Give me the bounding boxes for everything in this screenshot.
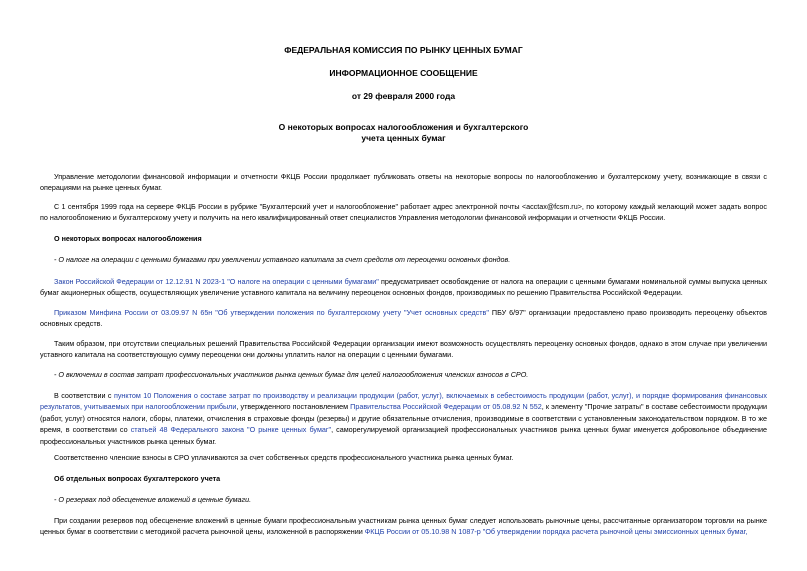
- question-3: - О резервах под обесценение вложений в ценные бумаги.: [54, 495, 252, 504]
- question-1: - О налоге на операции с ценными бумагами при увеличении уставного капитала за счет средств от переоценки основных фондов.: [54, 255, 511, 264]
- paragraph-costs-text-a: В соответствии с: [54, 391, 114, 400]
- question-2: - О включении в состав затрат профессиональных участников рынка ценных бумаг для целей налогообложения членских взносов в СРО.: [54, 370, 529, 379]
- paragraph-law-text: предусматривает освобождение от налога на операции с ценными бумагами номинальной суммы выпуска ценных бумаг акционерных обществ, осуществляющих увеличение уставного капитала на величину переоценок основных фондов, производимых по решению Правительства Российской Федерации.: [40, 277, 767, 298]
- org-heading: ФЕДЕРАЛЬНАЯ КОМИССИЯ ПО РЫНКУ ЦЕННЫХ БУМАГ: [284, 45, 523, 55]
- paragraph-law: [40, 276, 767, 299]
- section-heading-accounting: Об отдельных вопросах бухгалтерского учета: [54, 474, 221, 483]
- regulation-item-10-link[interactable]: пунктом 10 Положения о составе затрат по производству и реализации продукции (работ, услуг), включаемых в себестоимость продукции (работ, услуг), и порядке формирования финансовых результатов, учитываемых при налогообложении прибыли: [40, 391, 767, 412]
- paragraph-conclusion: Таким образом, при отсутствии специальных решений Правительства Российской Федерации организации имеют возможность осуществлять переоценку основных фондов, однако в этом случае при увеличении уставного капитала на соответствующую сумму переоценки они должны уплатить налог на операции с ценными бумагами.: [40, 339, 767, 360]
- paragraph-costs-text-c: , к элементу "Прочие затраты" в составе себестоимости продукции (работ, услуг) относятся налоги, сборы, платежи, отчисления в страховые фонды (резервы) и другие обязательные отчисления, производимые в соответствии с установленным законодательством порядком. В то же время, в соответствии со: [40, 402, 767, 435]
- paragraph-minfin-text: ПБУ 6/97" организации предоставлено право производить переоценку объектов основных средств.: [40, 308, 767, 329]
- doc-date: от 29 февраля 2000 года: [351, 91, 456, 101]
- fcsm-order-1087r-link[interactable]: ФКЦБ России от 05.10.98 N 1087-р "Об утверждении порядка расчета рыночной цены эмиссионных ценных бумаг,: [364, 527, 748, 537]
- paragraph-costs-text-d: , саморегулируемой организацией профессиональных участников рынка ценных бумаг именуется добровольное объединение профессиональных участников рынка ценных бумаг.: [40, 425, 767, 446]
- article-48-link[interactable]: статьей 48 Федерального закона "О рынке ценных бумаг": [130, 425, 332, 435]
- paragraph-costs-text-b: , утвержденного постановлением: [236, 402, 351, 412]
- government-decree-552-link[interactable]: Правительства Российской Федерации от 05.08.92 N 552: [350, 402, 542, 412]
- doc-title-line2: учета ценных бумаг: [361, 133, 446, 143]
- paragraph-intro: Управление методологии финансовой информации и отчетности ФКЦБ России продолжает публиковать ответы на некоторые вопросы по налогообложению и бухгалтерскому учету, возникающие в связи с операциями на рынке ценных бумаг.: [40, 172, 767, 193]
- law-2023-1-link[interactable]: Закон Российской Федерации от 12.12.91 N 2023-1 "О налоге на операции с ценными бумагами": [54, 277, 379, 286]
- paragraph-costs: [40, 390, 767, 447]
- paragraph-minfin-order: [40, 307, 767, 330]
- minfin-order-65n-link[interactable]: Приказом Минфина России от 03.09.97 N 65н "Об утверждении положения по бухгалтерскому учету "Учет основных средств": [54, 308, 489, 317]
- doc-type-heading: ИНФОРМАЦИОННОЕ СООБЩЕНИЕ: [329, 68, 478, 78]
- paragraph-sro-fees: Соответственно членские взносы в СРО уплачиваются за счет собственных средств профессионального участника рынка ценных бумаг.: [54, 453, 514, 462]
- paragraph-reserves: [40, 515, 767, 538]
- section-heading-taxation: О некоторых вопросах налогообложения: [54, 234, 202, 243]
- paragraph-reserves-text: При создании резервов под обесценение вложений в ценные бумаги профессиональным участникам рынка ценных бумаг следует использовать рыночные цены, рассчитанные организатором торговли на рынке ценных бумаг в соответствии с методикой расчета рыночной цены, изложенной в распоряжении: [40, 516, 767, 537]
- paragraph-email: С 1 сентября 1999 года на сервере ФКЦБ России в рубрике "Бухгалтерский учет и налогообложение" работает адрес электронной почты <acctax@fcsm.ru>, по которому каждый желающий может задать вопрос по налогообложению и бухгалтерскому учету и получить на него квалифицированный ответ специалистов Управления методологии финансовой информации и отчетности ФКЦБ России.: [40, 202, 767, 223]
- doc-title-line1: О некоторых вопросах налогообложения и бухгалтерского: [278, 122, 529, 132]
